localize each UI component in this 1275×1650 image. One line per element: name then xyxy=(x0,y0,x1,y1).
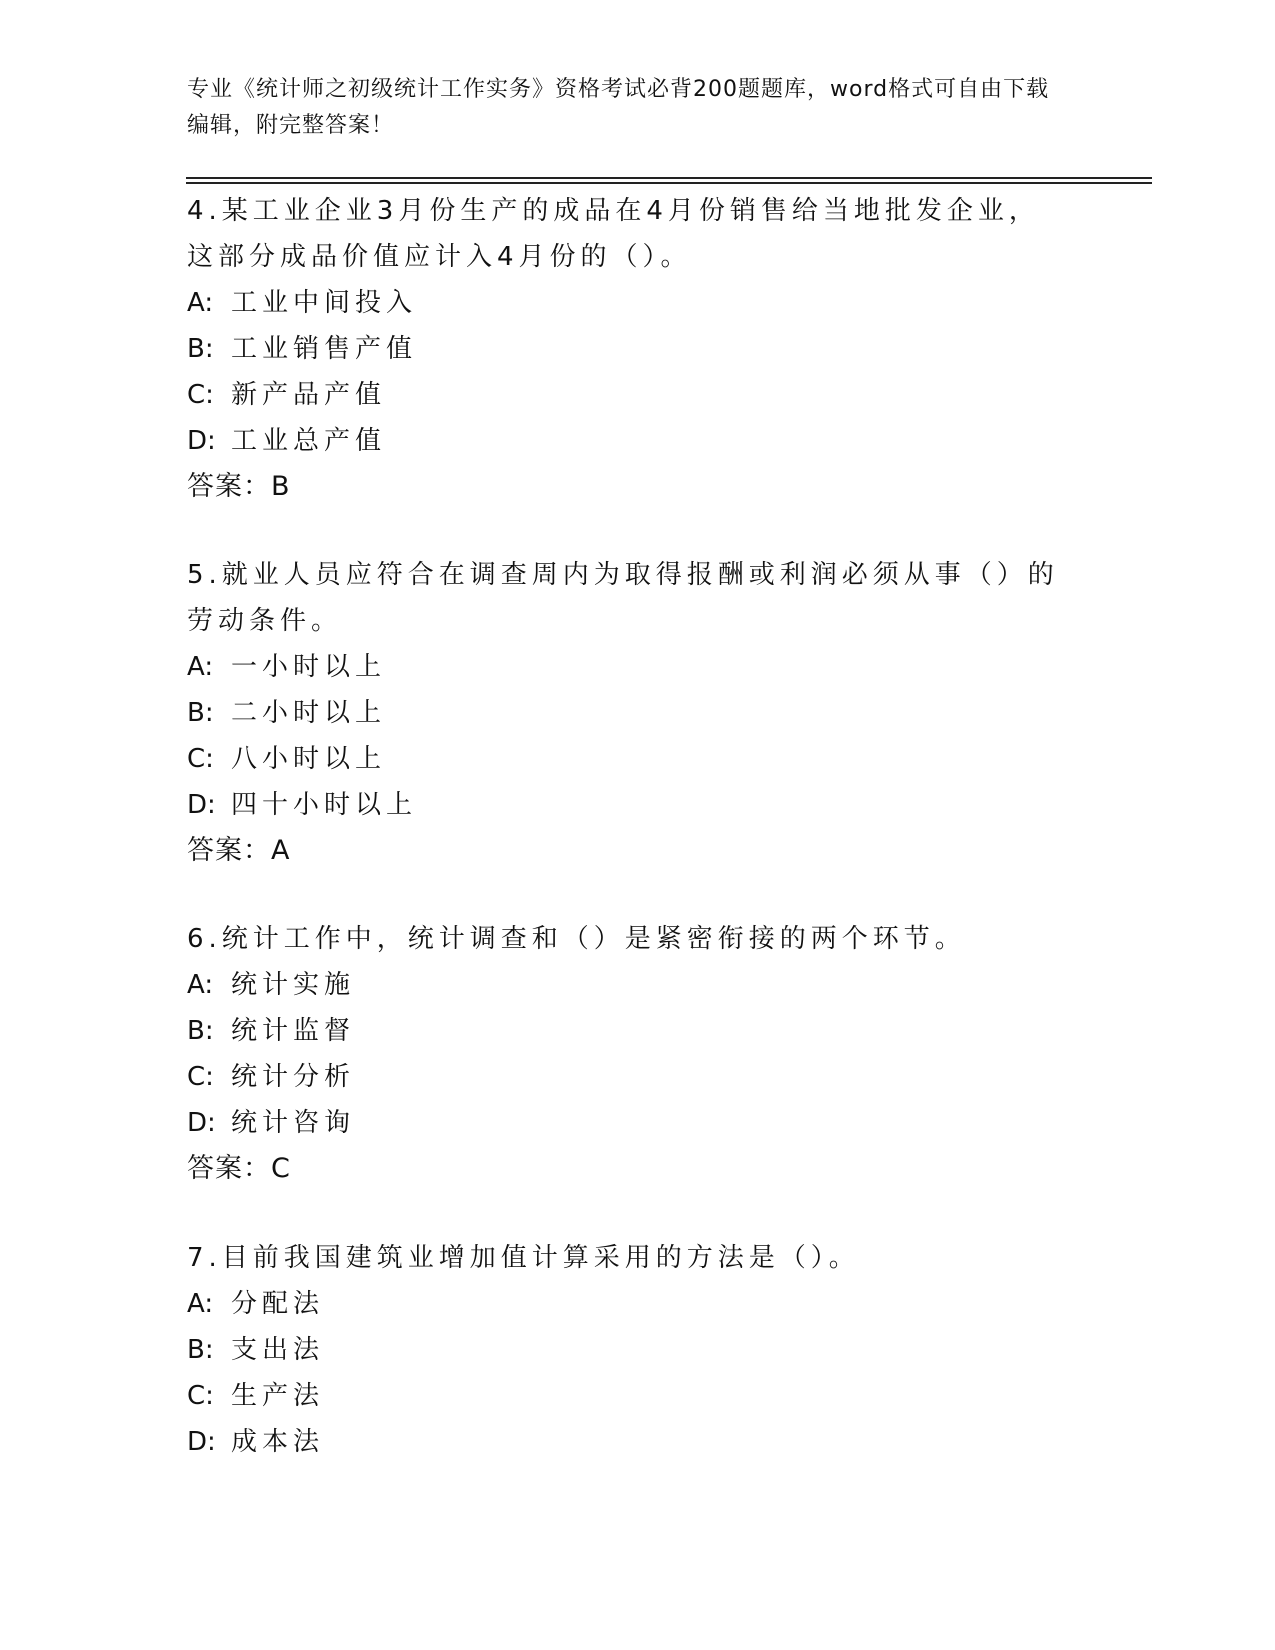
answer-line: 答案：A xyxy=(187,835,291,866)
option-key: B: xyxy=(187,1016,214,1046)
option-key: D: xyxy=(187,426,216,456)
option-text: 统计实施 xyxy=(231,970,356,1000)
header-divider-top xyxy=(186,177,1152,179)
question-stem: 4.某工业企业3月份生产的成品在4月份销售给当地批发企业，这部分成品价值应计入4月份的（）。 xyxy=(187,196,1040,272)
question-stem: 6.统计工作中，统计调查和（）是紧密衔接的两个环节。 xyxy=(187,924,966,954)
option-key: C: xyxy=(187,1381,214,1411)
option-c xyxy=(187,372,1067,418)
question-stem: 7.目前我国建筑业增加值计算采用的方法是（）。 xyxy=(187,1243,860,1273)
option-d xyxy=(187,1100,1067,1146)
option-b xyxy=(187,690,1067,736)
question-stem: 5.就业人员应符合在调查周内为取得报酬或利润必须从事（）的劳动条件。 xyxy=(187,560,1059,636)
option-a xyxy=(187,644,1067,690)
option-text: 新产品产值 xyxy=(231,380,387,410)
option-a xyxy=(187,962,1067,1008)
option-d xyxy=(187,782,1067,828)
option-key: A: xyxy=(187,288,214,318)
option-key: C: xyxy=(187,1062,214,1092)
option-key: B: xyxy=(187,698,214,728)
option-key: D: xyxy=(187,790,216,820)
option-text: 统计监督 xyxy=(231,1016,356,1046)
option-text: 工业销售产值 xyxy=(231,334,418,364)
option-d xyxy=(187,1419,1067,1465)
question-7 xyxy=(187,1235,1067,1465)
option-text: 一小时以上 xyxy=(231,652,387,682)
option-text: 成本法 xyxy=(231,1427,325,1457)
option-text: 生产法 xyxy=(231,1381,325,1411)
option-text: 统计分析 xyxy=(231,1062,356,1092)
option-text: 四十小时以上 xyxy=(231,790,418,820)
option-d xyxy=(187,418,1067,464)
option-a xyxy=(187,1281,1067,1327)
option-key: C: xyxy=(187,380,214,410)
option-text: 八小时以上 xyxy=(231,744,387,774)
option-key: B: xyxy=(187,334,214,364)
option-key: A: xyxy=(187,652,214,682)
option-a xyxy=(187,280,1067,326)
question-5 xyxy=(187,552,1067,874)
answer-line: 答案：C xyxy=(187,1153,291,1184)
option-b xyxy=(187,1008,1067,1054)
option-text: 二小时以上 xyxy=(231,698,387,728)
option-c xyxy=(187,1054,1067,1100)
option-b xyxy=(187,326,1067,372)
option-text: 分配法 xyxy=(231,1289,325,1319)
answer-line: 答案：B xyxy=(187,471,291,502)
document-header: 专业《统计师之初级统计工作实务》资格考试必背200题题库，word格式可自由下载编辑，附完整答案！ xyxy=(187,77,1050,138)
option-key: A: xyxy=(187,1289,214,1319)
option-c xyxy=(187,736,1067,782)
option-b xyxy=(187,1327,1067,1373)
option-text: 工业总产值 xyxy=(231,426,387,456)
option-key: B: xyxy=(187,1335,214,1365)
option-text: 工业中间投入 xyxy=(231,288,418,318)
option-c xyxy=(187,1373,1067,1419)
option-key: D: xyxy=(187,1108,216,1138)
option-text: 统计咨询 xyxy=(231,1108,356,1138)
header-divider-bottom xyxy=(186,182,1152,184)
option-text: 支出法 xyxy=(231,1335,325,1365)
option-key: A: xyxy=(187,970,214,1000)
option-key: C: xyxy=(187,744,214,774)
option-key: D: xyxy=(187,1427,216,1457)
question-6 xyxy=(187,916,1067,1192)
question-4 xyxy=(187,188,1067,510)
